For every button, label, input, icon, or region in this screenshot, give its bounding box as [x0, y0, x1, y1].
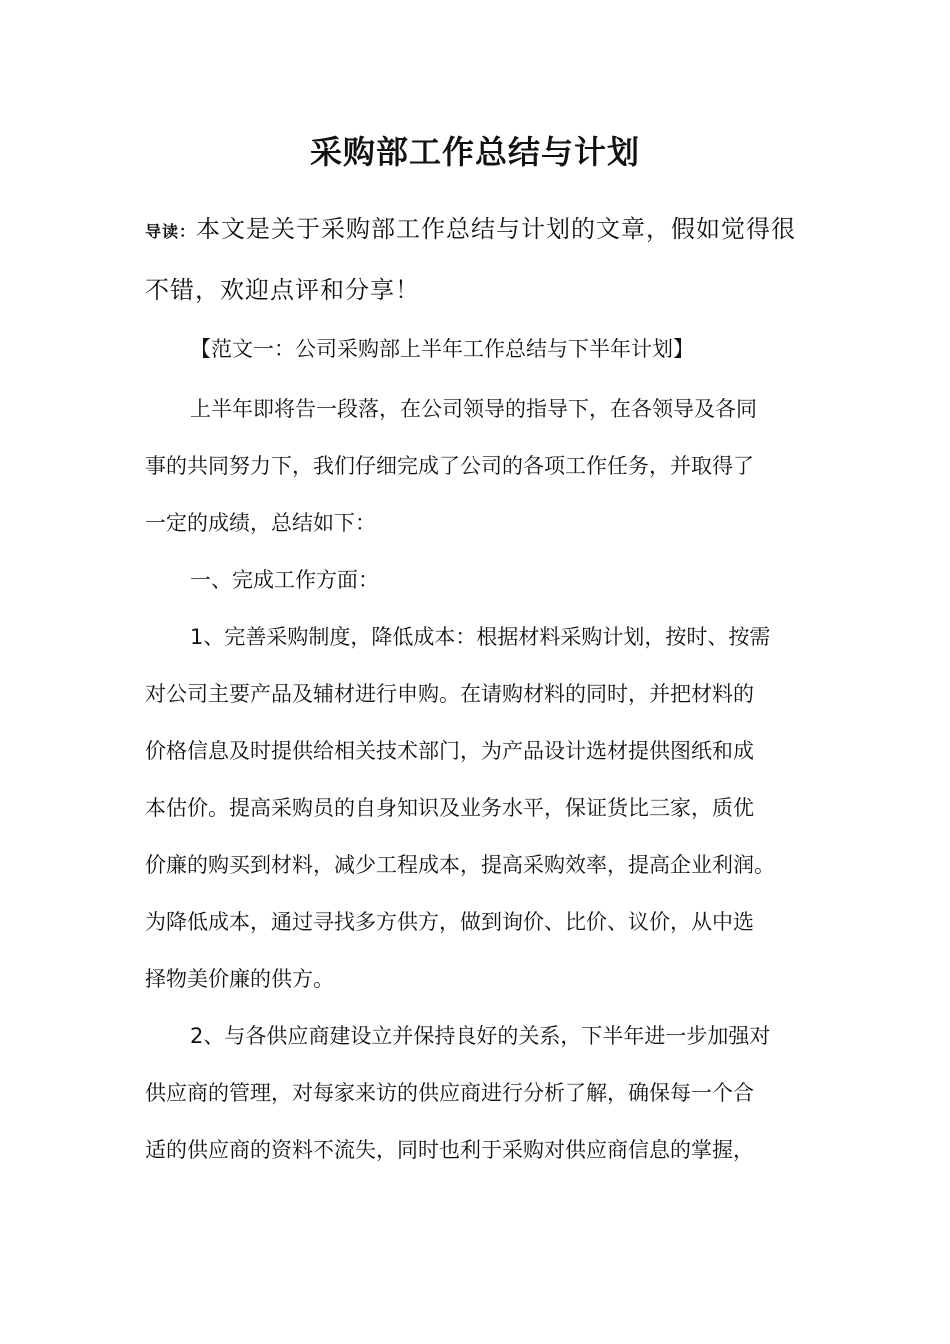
body-line: 价格信息及时提供给相关技术部门，为产品设计选材提供图纸和成	[145, 739, 754, 763]
subheading: 一、完成工作方面：	[190, 568, 379, 592]
section-heading: 【范文一：公司采购部上半年工作总结与下半年计划】	[190, 337, 694, 361]
body-line: 供应商的管理，对每家来访的供应商进行分析了解，确保每一个合	[145, 1081, 754, 1105]
document-title: 采购部工作总结与计划	[309, 133, 640, 171]
body-line: 为降低成本，通过寻找多方供方，做到询价、比价、议价，从中选	[145, 910, 754, 934]
body-line: 对公司主要产品及辅材进行申购。在请购材料的同时，并把材料的	[145, 682, 754, 706]
body-line: 事的共同努力下，我们仔细完成了公司的各项工作任务，并取得了	[145, 454, 754, 478]
body-line: 价廉的购买到材料，减少工程成本，提高采购效率，提高企业利润。	[145, 853, 775, 877]
body-line: 一定的成绩，总结如下：	[145, 511, 376, 535]
body-line: 择物美价廉的供方。	[145, 967, 334, 991]
body-line: 适的供应商的资料不流失，同时也利于采购对供应商信息的掌握，	[145, 1138, 754, 1162]
intro-paragraph	[145, 200, 815, 319]
intro-label: 导读：	[145, 222, 197, 241]
body-line: 本估价。提高采购员的自身知识及业务水平，保证货比三家，质优	[145, 796, 754, 820]
body-line: 1、完善采购制度，降低成本：根据材料采购计划，按时、按需	[190, 625, 771, 649]
intro-text: 本文是关于采购部工作总结与计划的文章，假如觉得很不错，欢迎点评和分享！	[145, 215, 797, 304]
body-line: 2、与各供应商建设立并保持良好的关系，下半年进一步加强对	[190, 1024, 771, 1048]
body-line: 上半年即将告一段落，在公司领导的指导下，在各领导及各同	[190, 397, 757, 421]
